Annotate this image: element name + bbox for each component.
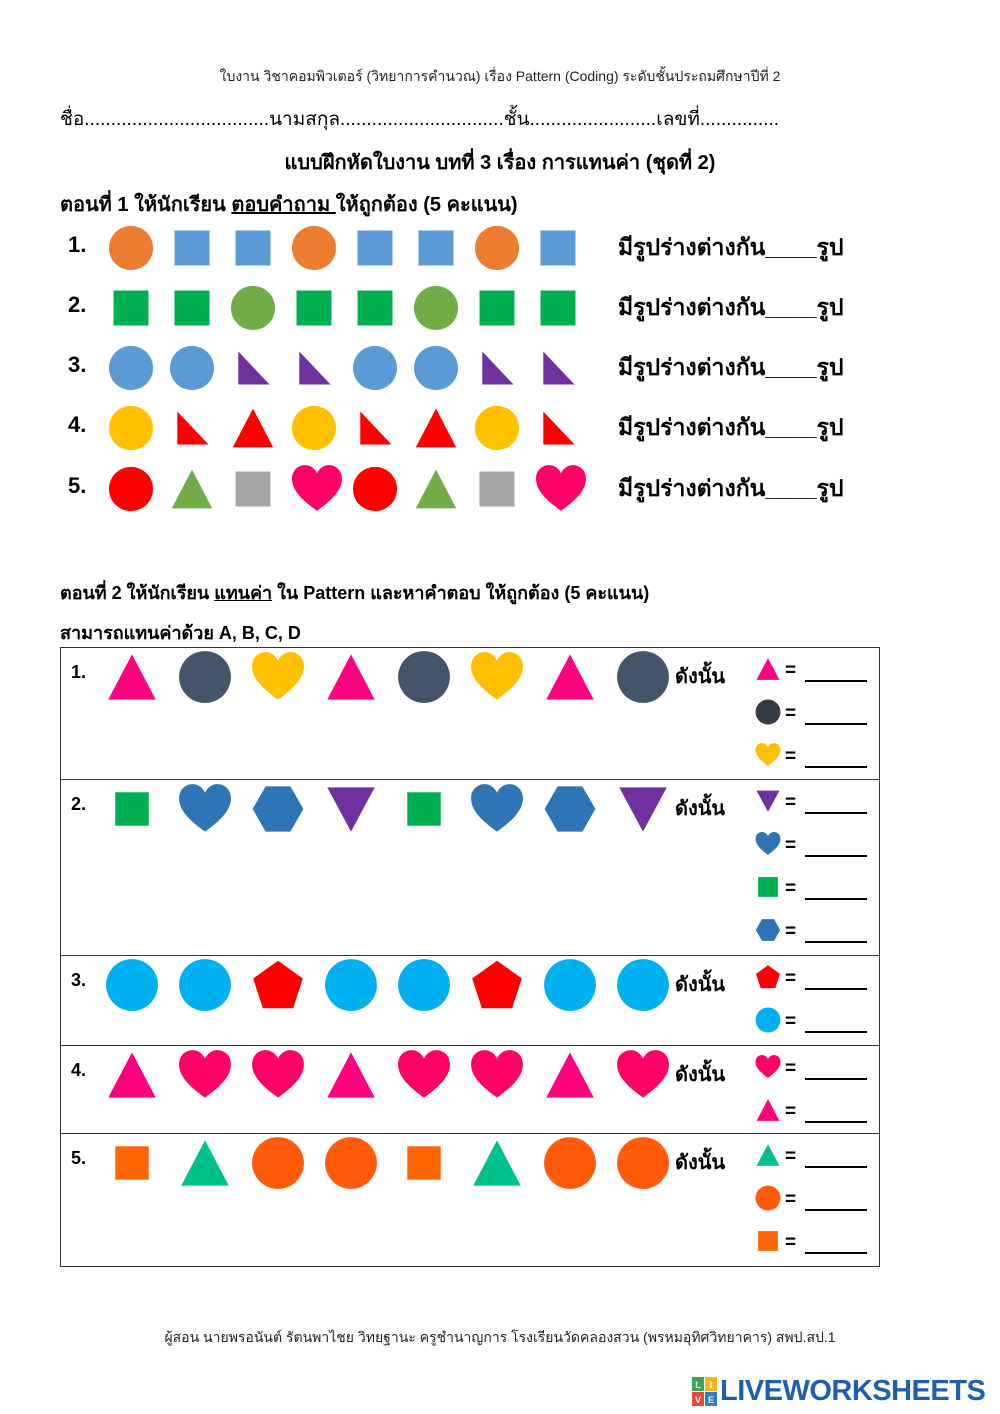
part2-subtitle: สามารถแทนค่าด้วย A, B, C, D	[60, 623, 301, 643]
part1-row	[68, 459, 938, 519]
circle-shape-icon	[251, 1136, 305, 1190]
heart-shape-icon	[291, 463, 343, 515]
circle-shape-icon	[474, 405, 520, 451]
square-shape-icon	[169, 285, 215, 331]
different-shapes-question: มีรูปร่างต่างกัน____รูป	[618, 234, 844, 260]
hexagon-shape-icon	[251, 782, 305, 836]
worksheet-header: ใบงาน วิชาคอมพิวเตอร์ (วิทยาการคำนวณ) เรื่อง Pattern (Coding) ระดับชั้นประถมศึกษาปีที่ 2	[219, 68, 781, 84]
worksheet-title: แบบฝึกหัดใบงาน บทที่ 3 เรื่อง การแทนค่า (ชุดที่ 2)	[284, 152, 716, 174]
rtri-left-shape-icon	[474, 345, 520, 391]
circle-shape-icon	[324, 958, 378, 1012]
equals-sign: =	[785, 1232, 797, 1253]
answer-blank[interactable]	[805, 1209, 867, 1211]
circle-shape-icon	[413, 345, 459, 391]
brand-wordmark: LIVEWORKSHEETS	[720, 1375, 986, 1407]
answer-blank[interactable]	[805, 1166, 867, 1168]
circle-shape-icon	[616, 650, 670, 704]
downtri-shape-icon	[324, 782, 378, 836]
triangle-shape-icon	[470, 1136, 524, 1190]
heart-shape-icon	[178, 1048, 232, 1102]
part1-prefix: ตอนที่ 1 ให้นักเรียน	[60, 194, 232, 216]
shape-sequence	[108, 459, 648, 519]
circle-shape-icon	[108, 466, 154, 512]
heart-shape-icon	[470, 650, 524, 704]
circle-shape-icon	[616, 1136, 670, 1190]
shape-sequence	[105, 1134, 675, 1198]
answer-blank[interactable]	[805, 898, 867, 900]
teacher-footer: ผู้สอน นายพรอนันต์ รัตนพาไชย วิทยฐานะ ครูชำนาญการ โรงเรียนวัดคลองสวน (พรหมอุทิศวิทยาคาร) สพป.สป.1	[164, 1329, 836, 1345]
answer-slot	[755, 909, 875, 949]
answer-blank[interactable]	[805, 1121, 867, 1123]
so-label: ดังนั้น	[675, 798, 726, 820]
square-shape-icon	[474, 466, 520, 512]
part2-row	[61, 648, 879, 780]
circle-shape-icon	[108, 345, 154, 391]
heart-shape-icon	[470, 1048, 524, 1102]
hexagon-shape-icon	[755, 917, 781, 943]
circle-shape-icon	[755, 1007, 781, 1033]
heart-shape-icon	[178, 782, 232, 836]
question-number: 2.	[71, 794, 87, 814]
circle-shape-icon	[755, 1185, 781, 1211]
circle-shape-icon	[324, 1136, 378, 1190]
triangle-shape-icon	[543, 650, 597, 704]
shape-sequence	[105, 1046, 675, 1110]
answer-slot	[755, 734, 875, 774]
circle-shape-icon	[397, 958, 451, 1012]
circle-shape-icon	[543, 1136, 597, 1190]
equals-sign: =	[785, 921, 797, 942]
so-label: ดังนั้น	[675, 1064, 726, 1086]
equals-sign: =	[785, 1011, 797, 1032]
badge-letter-4: E	[707, 1395, 715, 1405]
part1-row	[68, 278, 938, 338]
equals-sign: =	[785, 878, 797, 899]
part2-row	[61, 1046, 879, 1134]
question-number: 1.	[68, 232, 87, 257]
pentagon-shape-icon	[755, 964, 781, 990]
answer-blank[interactable]	[805, 941, 867, 943]
triangle-shape-icon	[755, 1142, 781, 1168]
heart-shape-icon	[535, 463, 587, 515]
square-shape-icon	[474, 285, 520, 331]
rtri-left-shape-icon	[169, 405, 215, 451]
hexagon-shape-icon	[543, 782, 597, 836]
question-number: 3.	[68, 352, 87, 377]
square-shape-icon	[402, 787, 446, 831]
circle-shape-icon	[413, 285, 459, 331]
badge-letter-1: L	[695, 1380, 701, 1390]
shape-sequence	[108, 218, 648, 278]
answer-slot	[755, 823, 875, 863]
heart-shape-icon	[251, 650, 305, 704]
square-shape-icon	[755, 1228, 781, 1254]
answer-slot	[755, 1089, 875, 1129]
circle-shape-icon	[397, 650, 451, 704]
triangle-shape-icon	[755, 1097, 781, 1123]
part1-suffix: ให้ถูกต้อง (5 คะแนน)	[335, 194, 518, 216]
different-shapes-question: มีรูปร่างต่างกัน____รูป	[618, 414, 844, 440]
answer-blank[interactable]	[805, 1252, 867, 1254]
different-shapes-question: มีรูปร่างต่างกัน____รูป	[618, 354, 844, 380]
equals-sign: =	[785, 746, 797, 767]
rtri-left-shape-icon	[230, 345, 276, 391]
answer-slot	[755, 1220, 875, 1260]
heart-shape-icon	[251, 1048, 305, 1102]
heart-shape-icon	[755, 1054, 781, 1080]
square-shape-icon	[230, 466, 276, 512]
square-shape-icon	[352, 285, 398, 331]
triangle-shape-icon	[755, 656, 781, 682]
circle-shape-icon	[291, 225, 337, 271]
liveworksheets-badge-icon	[692, 1377, 718, 1407]
triangle-shape-icon	[324, 1048, 378, 1102]
equals-sign: =	[785, 1189, 797, 1210]
triangle-shape-icon	[543, 1048, 597, 1102]
answer-slot	[755, 956, 875, 996]
answer-blank[interactable]	[805, 680, 867, 682]
heart-shape-icon	[616, 1048, 670, 1102]
equals-sign: =	[785, 835, 797, 856]
question-number: 1.	[71, 662, 87, 682]
badge-letter-2: I	[709, 1380, 713, 1390]
answer-blank[interactable]	[805, 766, 867, 768]
part2-row	[61, 956, 879, 1046]
equals-sign: =	[785, 703, 797, 724]
part2-instruction	[60, 578, 649, 607]
circle-shape-icon	[474, 225, 520, 271]
rtri-left-shape-icon	[352, 405, 398, 451]
part2-row	[61, 780, 879, 956]
so-label: ดังนั้น	[675, 666, 726, 688]
question-number: 2.	[68, 292, 87, 317]
part1-row	[68, 218, 938, 278]
answer-slot	[755, 999, 875, 1039]
pentagon-shape-icon	[251, 958, 305, 1012]
answer-slot	[755, 1046, 875, 1086]
answer-blank[interactable]	[805, 988, 867, 990]
circle-shape-icon	[108, 405, 154, 451]
liveworksheets-logo	[692, 1375, 992, 1409]
circle-shape-icon	[352, 345, 398, 391]
shape-sequence	[105, 648, 675, 712]
circle-shape-icon	[755, 699, 781, 725]
triangle-shape-icon	[178, 1136, 232, 1190]
question-number: 4.	[68, 412, 87, 437]
so-label: ดังนั้น	[675, 1152, 726, 1174]
equals-sign: =	[785, 968, 797, 989]
square-shape-icon	[535, 285, 581, 331]
answer-slot	[755, 691, 875, 731]
so-label: ดังนั้น	[675, 974, 726, 996]
question-number: 4.	[71, 1060, 87, 1080]
circle-shape-icon	[105, 958, 159, 1012]
answer-slot	[755, 648, 875, 688]
circle-shape-icon	[108, 225, 154, 271]
circle-shape-icon	[616, 958, 670, 1012]
shape-sequence	[105, 780, 675, 844]
triangle-shape-icon	[105, 650, 159, 704]
equals-sign: =	[785, 1058, 797, 1079]
square-shape-icon	[413, 225, 459, 271]
part1-row	[68, 338, 938, 398]
question-number: 5.	[71, 1148, 87, 1168]
square-shape-icon	[352, 225, 398, 271]
equals-sign: =	[785, 1101, 797, 1122]
downtri-shape-icon	[755, 788, 781, 814]
question-number: 3.	[71, 970, 87, 990]
pentagon-shape-icon	[470, 958, 524, 1012]
badge-letter-3: V	[694, 1395, 702, 1405]
circle-shape-icon	[178, 650, 232, 704]
question-number: 5.	[68, 473, 87, 498]
shape-sequence	[108, 398, 648, 458]
different-shapes-question: มีรูปร่างต่างกัน____รูป	[618, 294, 844, 320]
different-shapes-question: มีรูปร่างต่างกัน____รูป	[618, 475, 844, 501]
student-name-line: ชื่อ...................................นามสกุล...............................ชั้น........................เลขที่...............	[60, 109, 780, 130]
equals-sign: =	[785, 792, 797, 813]
heart-shape-icon	[755, 742, 781, 768]
answer-blank[interactable]	[805, 812, 867, 814]
part1-instruction	[60, 188, 518, 220]
heart-shape-icon	[397, 1048, 451, 1102]
square-shape-icon	[169, 225, 215, 271]
part2-prefix: ตอนที่ 2 ให้นักเรียน	[60, 583, 215, 603]
triangle-shape-icon	[413, 405, 459, 451]
square-shape-icon	[230, 225, 276, 271]
heart-shape-icon	[755, 831, 781, 857]
part2-row	[61, 1134, 879, 1266]
triangle-shape-icon	[169, 466, 215, 512]
rtri-left-shape-icon	[535, 345, 581, 391]
triangle-shape-icon	[105, 1048, 159, 1102]
part2-suffix: ใน Pattern และหาคำตอบ ให้ถูกต้อง (5 คะแนน)	[272, 583, 650, 603]
square-shape-icon	[110, 787, 154, 831]
circle-shape-icon	[230, 285, 276, 331]
square-shape-icon	[535, 225, 581, 271]
rtri-left-shape-icon	[291, 345, 337, 391]
rtri-left-shape-icon	[535, 405, 581, 451]
part1-row	[68, 398, 938, 458]
part2-table	[60, 647, 880, 1267]
answer-blank[interactable]	[805, 1031, 867, 1033]
circle-shape-icon	[352, 466, 398, 512]
circle-shape-icon	[169, 345, 215, 391]
triangle-shape-icon	[324, 650, 378, 704]
answer-slot	[755, 1177, 875, 1217]
answer-slot	[755, 1134, 875, 1174]
shape-sequence	[105, 956, 675, 1020]
answer-blank[interactable]	[805, 855, 867, 857]
answer-slot	[755, 780, 875, 820]
circle-shape-icon	[178, 958, 232, 1012]
shape-sequence	[108, 278, 648, 338]
downtri-shape-icon	[616, 782, 670, 836]
answer-blank[interactable]	[805, 723, 867, 725]
triangle-shape-icon	[413, 466, 459, 512]
circle-shape-icon	[543, 958, 597, 1012]
answer-blank[interactable]	[805, 1078, 867, 1080]
answer-slot	[755, 866, 875, 906]
square-shape-icon	[402, 1141, 446, 1185]
part2-underlined: แทนค่า	[214, 583, 273, 603]
shape-sequence	[108, 338, 648, 398]
circle-shape-icon	[291, 405, 337, 451]
square-shape-icon	[291, 285, 337, 331]
square-shape-icon	[108, 285, 154, 331]
heart-shape-icon	[470, 782, 524, 836]
square-shape-icon	[755, 874, 781, 900]
square-shape-icon	[110, 1141, 154, 1185]
equals-sign: =	[785, 1146, 797, 1167]
part1-underlined: ตอบคำถาม	[231, 194, 336, 216]
equals-sign: =	[785, 660, 797, 681]
triangle-shape-icon	[230, 405, 276, 451]
